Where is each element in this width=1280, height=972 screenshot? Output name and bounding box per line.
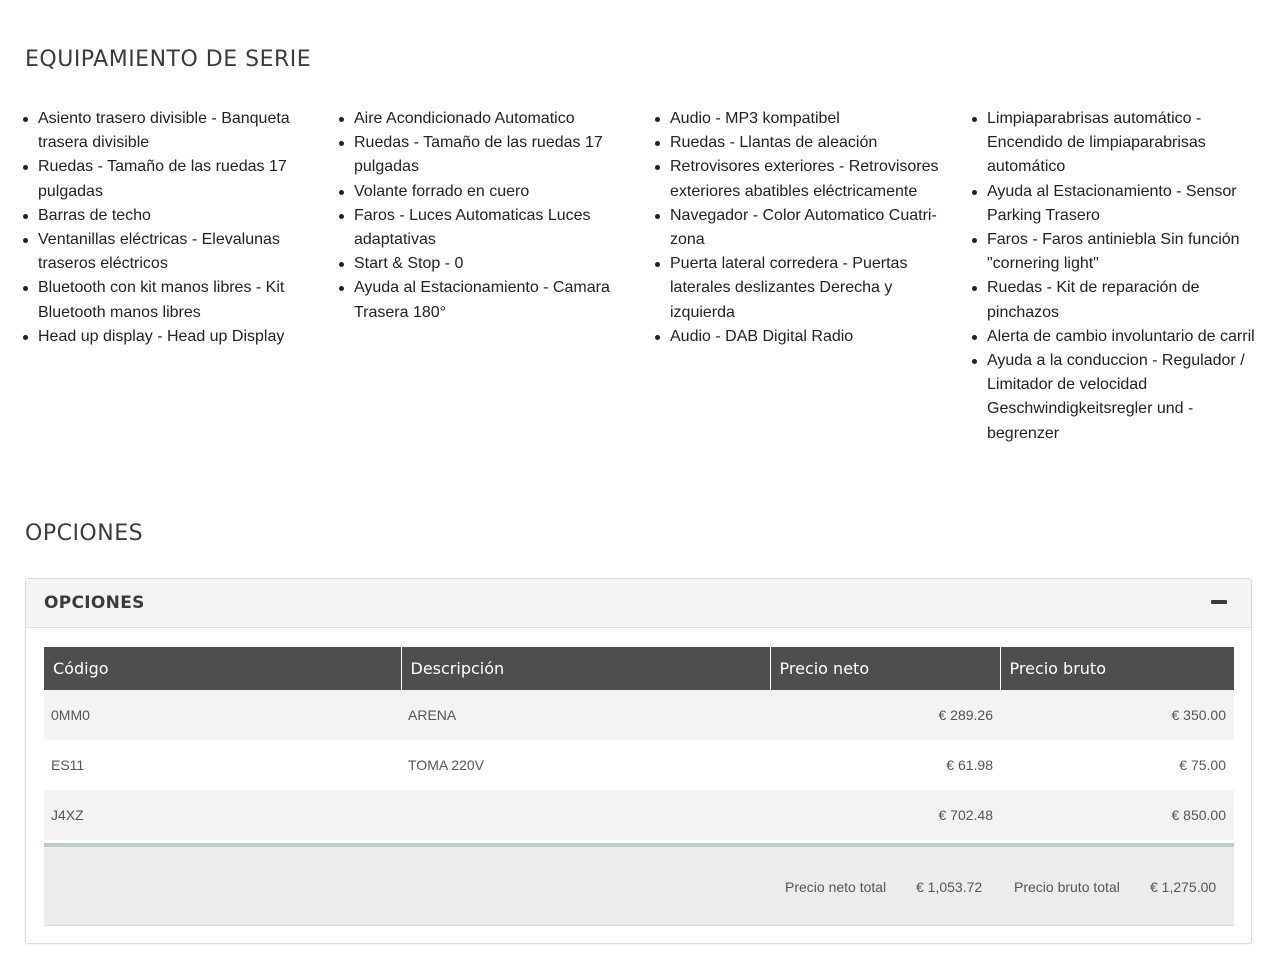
equipment-item: Barras de techo [25, 204, 310, 228]
cell-codigo: 0MM0 [44, 690, 401, 740]
panel-title: OPCIONES [44, 593, 145, 613]
equipment-column-4 [974, 107, 1259, 446]
total-gross-label: Precio bruto total [1014, 879, 1120, 895]
table-row [44, 690, 1234, 740]
table-header-row [44, 647, 1234, 690]
opciones-title: OPCIONES [25, 521, 144, 546]
equipment-item: Ventanillas eléctricas - Elevalunas traseros eléctricos [25, 228, 310, 276]
equipment-item: Retrovisores exteriores - Retrovisores exteriores abatibles eléctricamente [657, 155, 942, 203]
equipment-item: Puerta lateral corredera - Puertas laterales deslizantes Derecha y izquierda [657, 252, 942, 325]
total-gross-value: € 1,275.00 [1150, 879, 1217, 895]
column-header-precio-neto[interactable]: Precio neto [770, 647, 1000, 690]
minus-icon[interactable] [1211, 600, 1227, 604]
equipment-item: Navegador - Color Automatico Cuatri-zona [657, 204, 942, 252]
equipment-item: Faros - Luces Automaticas Luces adaptativas [341, 204, 626, 252]
equipment-item: Ruedas - Kit de reparación de pinchazos [974, 276, 1259, 324]
cell-precio-bruto: € 850.00 [1000, 790, 1234, 840]
column-header-codigo[interactable]: Código [44, 647, 401, 690]
cell-precio-bruto: € 75.00 [1000, 740, 1234, 790]
column-header-precio-bruto[interactable]: Precio bruto [1000, 647, 1234, 690]
equipment-column-2 [341, 107, 626, 325]
equipment-item: Ayuda al Estacionamiento - Sensor Parking Trasero [974, 180, 1259, 228]
totals-row [44, 843, 1234, 926]
equipment-item: Head up display - Head up Display [25, 325, 310, 349]
table-row [44, 790, 1234, 840]
equipment-item: Audio - MP3 kompatibel [657, 107, 942, 131]
equipment-item: Asiento trasero divisible - Banqueta trasera divisible [25, 107, 310, 155]
equipment-item: Alerta de cambio involuntario de carril [974, 325, 1259, 349]
cell-precio-neto: € 289.26 [770, 690, 1000, 740]
cell-descripcion: ARENA [401, 690, 770, 740]
equipment-item: Ruedas - Llantas de aleación [657, 131, 942, 155]
equipment-item: Faros - Faros antiniebla Sin función "cornering light" [974, 228, 1259, 276]
equipment-item: Bluetooth con kit manos libres - Kit Bluetooth manos libres [25, 276, 310, 324]
equipment-item: Ruedas - Tamaño de las ruedas 17 pulgadas [25, 155, 310, 203]
equipment-item: Limpiaparabrisas automático - Encendido de limpiaparabrisas automático [974, 107, 1259, 180]
total-net-label: Precio neto total [785, 879, 887, 895]
column-header-descripcion[interactable]: Descripción [401, 647, 770, 690]
equipment-column-3 [657, 107, 942, 349]
options-table [44, 647, 1234, 840]
equipment-item: Ruedas - Tamaño de las ruedas 17 pulgadas [341, 131, 626, 179]
cell-codigo: J4XZ [44, 790, 401, 840]
equipment-item: Volante forrado en cuero [341, 180, 626, 204]
cell-precio-neto: € 61.98 [770, 740, 1000, 790]
equipment-item: Ayuda a la conduccion - Regulador / Limitador de velocidad Geschwindigkeitsregler und -begrenzer [974, 349, 1259, 446]
table-row [44, 740, 1234, 790]
equipment-item: Ayuda al Estacionamiento - Camara Trasera 180° [341, 276, 626, 324]
opciones-panel [25, 578, 1252, 944]
panel-header[interactable] [26, 579, 1251, 628]
total-net-value: € 1,053.72 [916, 879, 983, 895]
cell-codigo: ES11 [44, 740, 401, 790]
cell-descripcion: TOMA 220V [401, 740, 770, 790]
equipment-column-1 [25, 107, 310, 349]
cell-precio-bruto: € 350.00 [1000, 690, 1234, 740]
equipment-item: Start & Stop - 0 [341, 252, 626, 276]
cell-precio-neto: € 702.48 [770, 790, 1000, 840]
equipment-item: Audio - DAB Digital Radio [657, 325, 942, 349]
equipment-item: Aire Acondicionado Automatico [341, 107, 626, 131]
cell-descripcion [401, 790, 770, 840]
equipamiento-title: EQUIPAMIENTO DE SERIE [25, 47, 312, 72]
